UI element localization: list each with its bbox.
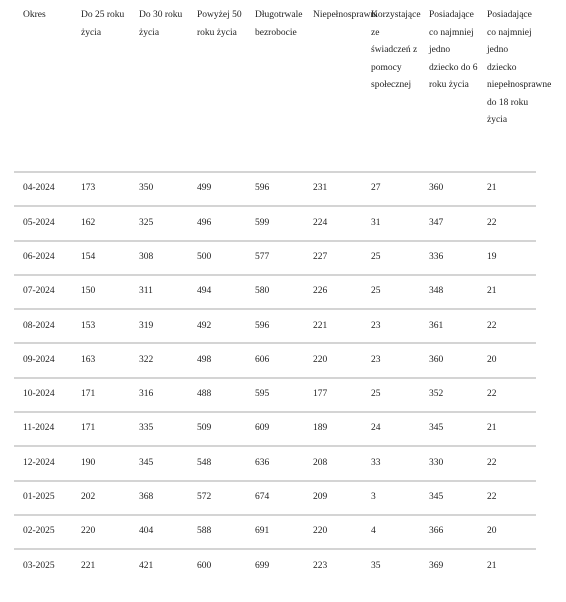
cell-period: 12-2024	[14, 446, 72, 480]
cell-over-50: 499	[188, 172, 246, 206]
cell-disabled: 220	[304, 515, 362, 549]
cell-period: 03-2025	[23, 561, 55, 572]
cell-disabled: 208	[304, 446, 362, 480]
cell-child-under-6: 345	[420, 481, 478, 515]
cell-under-30: 308	[130, 241, 188, 275]
cell-child-under-6: 369	[429, 561, 444, 572]
cell-long-term-unemployed: 636	[246, 446, 304, 480]
table-row	[14, 206, 536, 240]
cell-disabled: 221	[304, 309, 362, 343]
cell-under-25: 173	[72, 172, 130, 206]
table-row	[14, 309, 536, 343]
cell-social-assistance: 24	[362, 412, 420, 446]
cell-long-term-unemployed: 580	[246, 275, 304, 309]
cell-social-assistance: 4	[362, 515, 420, 549]
table-header	[14, 0, 552, 172]
cell-disabled-child-under-18: 21	[487, 561, 497, 572]
header-cell-disabled: Niepełnosprawni	[304, 0, 362, 172]
cell-social-assistance: 3	[362, 481, 420, 515]
cell-period: 06-2024	[14, 241, 72, 275]
cell-social-assistance: 25	[362, 378, 420, 412]
cell-under-25: 150	[72, 275, 130, 309]
cell-long-term-unemployed: 577	[246, 241, 304, 275]
cell-child-under-6: 360	[420, 172, 478, 206]
cell-child-under-6: 336	[420, 241, 478, 275]
header-cell-social-assistance: Korzystające ze świadczeń z pomocy społecznej	[362, 0, 420, 172]
cell-under-25: 190	[72, 446, 130, 480]
cell-disabled: 220	[304, 343, 362, 377]
cell-disabled: 231	[304, 172, 362, 206]
cell-period: 01-2025	[14, 481, 72, 515]
cell-disabled: 224	[304, 206, 362, 240]
cell-long-term-unemployed: 609	[246, 412, 304, 446]
cell-over-50: 498	[188, 343, 246, 377]
cell-under-30: 319	[130, 309, 188, 343]
table-row	[14, 412, 536, 446]
cell-period: 11-2024	[14, 412, 72, 446]
cell-disabled-child-under-18: 21	[478, 412, 536, 446]
cell-under-30: 368	[130, 481, 188, 515]
cell-period: 09-2024	[14, 343, 72, 377]
cell-under-30: 345	[130, 446, 188, 480]
cell-child-under-6: 360	[420, 343, 478, 377]
cell-child-under-6: 345	[420, 412, 478, 446]
header-cell-period: Okres	[14, 0, 72, 172]
table-row	[14, 343, 536, 377]
cell-under-30: 421	[139, 561, 154, 572]
data-table-container	[14, 0, 552, 584]
cell-long-term-unemployed: 596	[246, 172, 304, 206]
cell-under-30: 350	[130, 172, 188, 206]
cell-under-30: 311	[130, 275, 188, 309]
cell-disabled: 189	[304, 412, 362, 446]
table-row	[14, 549, 536, 583]
cell-social-assistance: 25	[362, 241, 420, 275]
cell-period: 02-2025	[14, 515, 72, 549]
header-row	[14, 0, 536, 172]
cell-under-30: 316	[130, 378, 188, 412]
header-cell-disabled-child-under-18: Posiadające co najmniej jedno dziecko niepełnosprawne do 18 roku życia	[478, 0, 536, 172]
cell-under-30: 404	[130, 515, 188, 549]
cell-disabled: 209	[304, 481, 362, 515]
cell-over-50: 509	[188, 412, 246, 446]
header-cell-long-term-unemployed: Długotrwale bezrobocie	[246, 0, 304, 172]
cell-disabled-child-under-18: 22	[478, 481, 536, 515]
cell-disabled-child-under-18: 19	[478, 241, 536, 275]
header-cell-child-under-6: Posiadające co najmniej jedno dziecko do 6 roku życia	[420, 0, 478, 172]
cell-disabled-child-under-18: 21	[478, 172, 536, 206]
cell-long-term-unemployed: 596	[246, 309, 304, 343]
cell-disabled: 223	[313, 561, 328, 572]
cell-under-25: 163	[72, 343, 130, 377]
table-row	[14, 481, 536, 515]
cell-disabled: 227	[304, 241, 362, 275]
cell-over-50: 500	[188, 241, 246, 275]
header-cell-over-50: Powyżej 50 roku życia	[188, 0, 246, 172]
cell-over-50: 494	[188, 275, 246, 309]
cell-over-50: 588	[188, 515, 246, 549]
cell-child-under-6: 347	[420, 206, 478, 240]
cell-child-under-6: 366	[420, 515, 478, 549]
table-body	[14, 172, 536, 584]
cell-child-under-6: 330	[420, 446, 478, 480]
cell-disabled-child-under-18: 22	[478, 378, 536, 412]
cell-long-term-unemployed: 595	[246, 378, 304, 412]
cell-disabled-child-under-18: 22	[478, 446, 536, 480]
table-row	[14, 172, 536, 206]
cell-over-50: 492	[188, 309, 246, 343]
cell-over-50: 496	[188, 206, 246, 240]
cell-under-25: 154	[72, 241, 130, 275]
cell-long-term-unemployed: 606	[246, 343, 304, 377]
cell-over-50: 572	[188, 481, 246, 515]
cell-social-assistance: 23	[362, 343, 420, 377]
header-cell-under-30: Do 30 roku życia	[130, 0, 188, 172]
cell-under-30: 335	[130, 412, 188, 446]
unemployment-statistics-table	[14, 0, 552, 584]
cell-child-under-6: 361	[420, 309, 478, 343]
cell-under-30: 325	[130, 206, 188, 240]
cell-under-25: 171	[72, 378, 130, 412]
cell-social-assistance: 31	[362, 206, 420, 240]
cell-under-25: 202	[72, 481, 130, 515]
cell-under-30: 322	[130, 343, 188, 377]
cell-period: 10-2024	[14, 378, 72, 412]
cell-long-term-unemployed: 691	[246, 515, 304, 549]
cell-child-under-6: 348	[420, 275, 478, 309]
header-cell-under-25: Do 25 roku życia	[72, 0, 130, 172]
cell-under-25: 162	[72, 206, 130, 240]
cell-disabled: 177	[304, 378, 362, 412]
cell-period: 08-2024	[14, 309, 72, 343]
cell-period: 04-2024	[14, 172, 72, 206]
cell-period: 07-2024	[14, 275, 72, 309]
cell-social-assistance: 23	[362, 309, 420, 343]
cell-disabled-child-under-18: 21	[478, 275, 536, 309]
cell-social-assistance: 33	[362, 446, 420, 480]
cell-under-25: 153	[72, 309, 130, 343]
cell-long-term-unemployed: 674	[246, 481, 304, 515]
cell-under-25: 220	[72, 515, 130, 549]
cell-disabled-child-under-18: 20	[478, 343, 536, 377]
cell-disabled: 226	[304, 275, 362, 309]
cell-social-assistance: 35	[371, 561, 381, 572]
cell-disabled-child-under-18: 20	[478, 515, 536, 549]
cell-long-term-unemployed: 699	[255, 561, 270, 572]
cell-disabled-child-under-18: 22	[478, 206, 536, 240]
table-row	[14, 515, 536, 549]
table-row	[14, 446, 536, 480]
cell-social-assistance: 25	[362, 275, 420, 309]
cell-period: 05-2024	[14, 206, 72, 240]
cell-over-50: 600	[197, 561, 212, 572]
cell-over-50: 488	[188, 378, 246, 412]
cell-child-under-6: 352	[420, 378, 478, 412]
cell-disabled-child-under-18: 22	[478, 309, 536, 343]
cell-social-assistance: 27	[362, 172, 420, 206]
table-row	[14, 275, 536, 309]
cell-under-25: 171	[72, 412, 130, 446]
table-row	[14, 241, 536, 275]
cell-long-term-unemployed: 599	[246, 206, 304, 240]
cell-under-25: 221	[81, 561, 96, 572]
table-row	[14, 378, 536, 412]
cell-over-50: 548	[188, 446, 246, 480]
